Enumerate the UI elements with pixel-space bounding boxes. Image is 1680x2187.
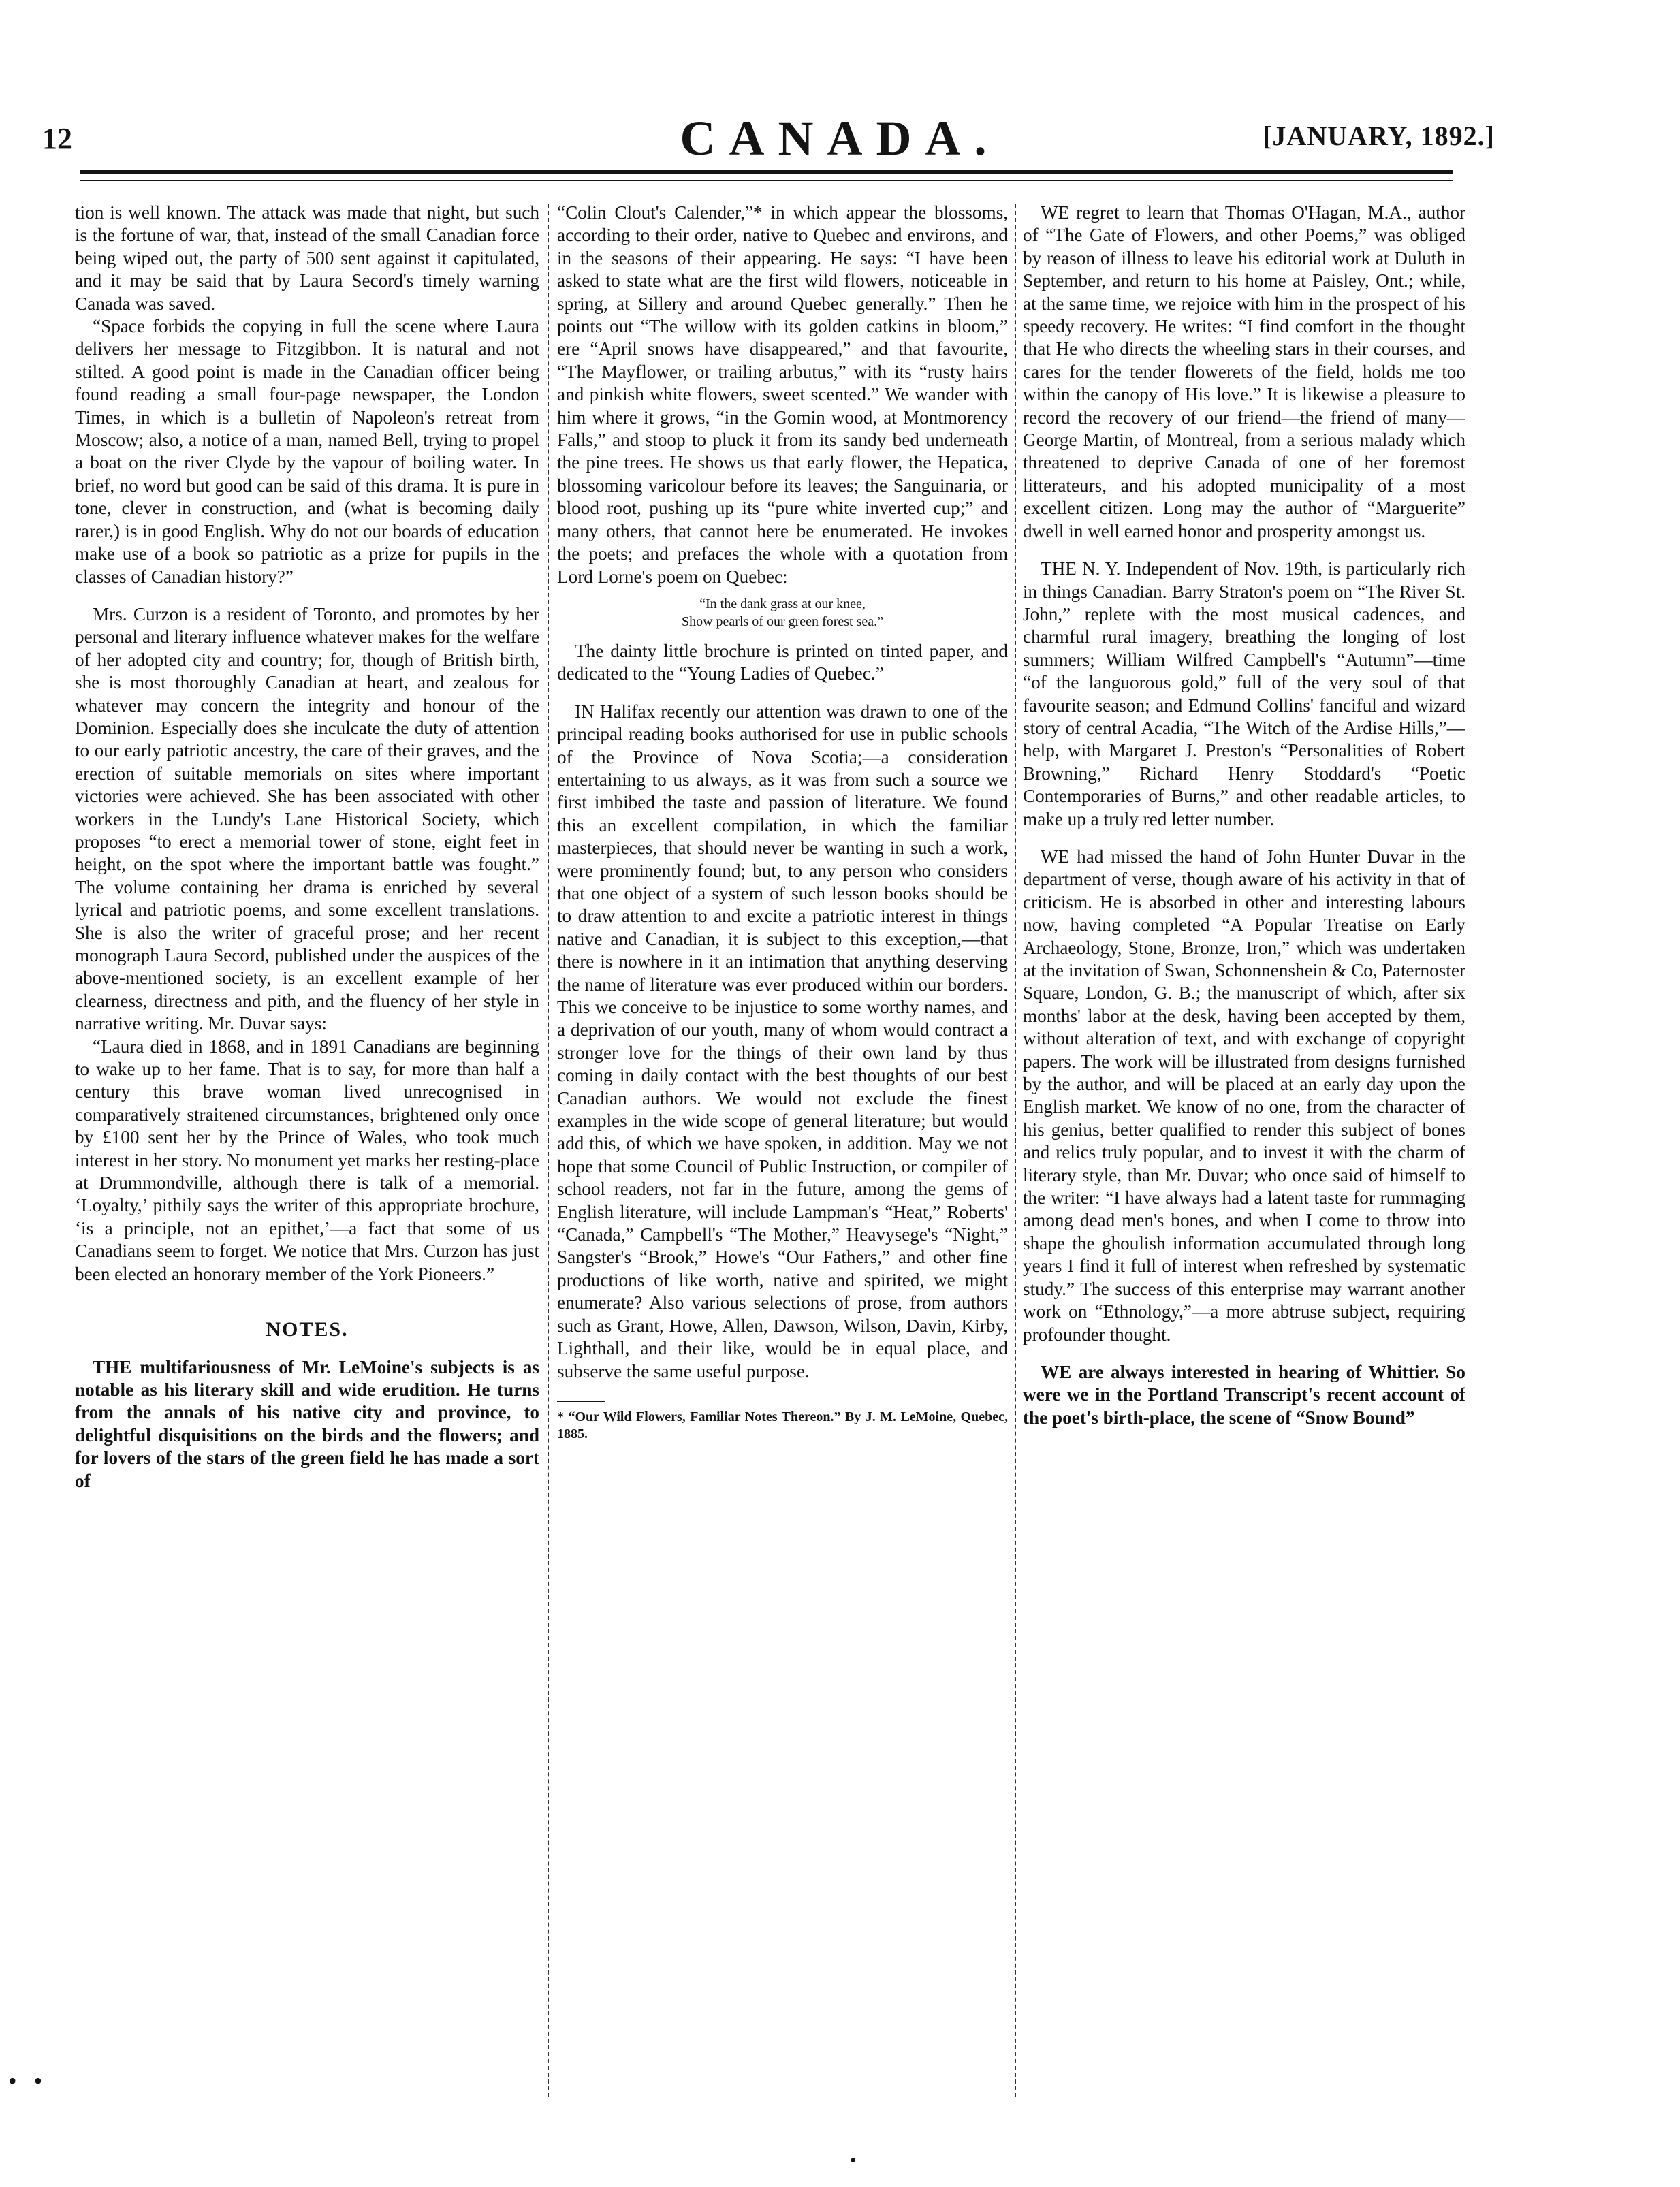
poem-line: Show pearls of our green forest sea.” [681,613,883,629]
footnote-rule [557,1401,605,1402]
column-2 [557,202,1008,2101]
footnote: * “Our Wild Flowers, Familiar Notes Thereon.” By J. M. LeMoine, Quebec, 1885. [557,1409,1008,1441]
paragraph: IN Halifax recently our attention was drawn to one of the principal reading books authorised for use in public schools of the Province of Nova Scotia;—a consideration entertaining to us always, as it was from such a source we first imbibed the taste and passion of literature. We found this an excellent compilation, in which the familiar masterpieces, that should never be wanting in such a work, were prominently found; but, to any person who considers that one object of a system of such lesson books should be to draw attention to and excite a patriotic interest in things native and Canadian, it is subject to this exception,—that there is nowhere in it an intimation that anything deserving the name of literature was ever produced within our borders. This we conceive to be injustice to some worthy names, and a deprivation of our youth, many of whom would contract a stronger love for the things of their own land by thus coming in daily contact with the best thoughts of our best Canadian authors. We would not exclude the finest examples in the wide scope of general literature; but would add this, of which we have spoken, in addition. May we not hope that some Council of Public Instruction, or compiler of school readers, not far in the future, among the gems of English literature, will include Lampman's “Heat,” Roberts' “Canada,” Campbell's “The Mother,” Heavysege's “Night,” Sangster's “Brook,” Howe's “Our Fathers,” and other fine productions of like worth, native and spirited, we might enumerate? Also various selections of prose, from authors such as Grant, Howe, Allen, Dawson, Wilson, Davin, Kirby, Lighthall, and their like, would be in equal place, and subserve the same useful purpose. [557,701,1008,1382]
column-divider-1 [548,204,549,2097]
paragraph: tion is well known. The attack was made that night, but such is the fortune of war, that, instead of the small Canadian force being wiped out, the party of 500 sent against it capitulated, and it may be said that by Laura Secord's timely warning Canada was saved. [75,202,539,314]
paragraph: The dainty little brochure is printed on tinted paper, and dedicated to the “Young Ladies of Quebec.” [557,640,1008,684]
paragraph: WE are always interested in hearing of Whittier. So were we in the Portland Transcript's recent account of the poet's birth-place, the scene of “Snow Bound” [1023,1361,1465,1428]
paragraph: THE N. Y. Independent of Nov. 19th, is particularly rich in things Canadian. Barry Straton's poem on “The River St. John,” replete with the most musical cadences, and charmful rural imagery, breathing the longing of lost summers; William Wilfred Campbell's “Autumn”—time “of the languorous gold,” full of the very soul of that favourite season; and Edmund Collins' fanciful and wizard story of central Acadia, “The Witch of the Ardise Hills,”—help, with Margaret J. Preston's “Personalities of Robert Browning,” Richard Henry Stoddard's “Poetic Contemporaries of Burns,” and other readable articles, to make up a truly red letter number. [1023,558,1465,829]
issue-date: [JANUARY, 1892.] [1263,121,1495,151]
paragraph: “Space forbids the copying in full the scene where Laura delivers her message to Fitzgibbon. It is natural and not stilted. A good point is made in the Canadian officer being found reading a small four-page newspaper, the London Times, in which is a bulletin of Napoleon's retreat from Moscow; also, a notice of a man, named Bell, trying to propel a boat on the river Clyde by the vapour of boiling water. In brief, no word but good can be said of this drama. It is pure in tone, clever in construction, and (what is becoming daily rarer,) is in good English. Why do not our boards of education make use of a book so patriotic as a prize for pupils in the classes of Canadian history?” [75,316,539,587]
paragraph: THE multifariousness of Mr. LeMoine's subjects is as notable as his literary skill and wide erudition. He turns from the annals of his native city and province, to delightful disquisitions on the birds and the flowers; and for lovers of the stars of the green field he has made a sort of [75,1356,539,1491]
column-divider-2 [1015,204,1016,2097]
poem-quote [557,595,1008,630]
paragraph: “Colin Clout's Calender,”* in which appear the blossoms, according to their order, native to Quebec and environs, and in the seasons of their appearing. He says: “I have been asked to state what are the first wild flowers, noticeable in spring, at Sillery and around Quebec generally.” Then he points out “The willow with its golden catkins in bloom,” ere “April snows have disappeared,” and that favourite, “The Mayflower, or trailing arbutus,” with its “rusty hairs and pinkish white flowers, sweet scented.” We wander with him where it grows, “in the Gomin wood, at Montmorency Falls,” and stoop to pluck it from its sandy bed underneath the pine trees. He shows us that early flower, the Hepatica, blossoming varicolour before its leaves; the Sanguinaria, or blood root, pushing up its “pure white inverted cup;” and many others, that cannot here be enumerated. He invokes the poets; and prefaces the whole with a quotation from Lord Lorne's poem on Quebec: [557,202,1008,587]
header-rule-thin [80,180,1453,181]
paragraph: WE regret to learn that Thomas O'Hagan, M.A., author of “The Gate of Flowers, and other Poems,” was obliged by reason of illness to leave his editorial work at Duluth in September, and return to his home at Paisley, Ont.; while, at the same time, we rejoice with him in the prospect of his speedy recovery. He writes: “I find comfort in the thought that He who directs the wheeling stars in their courses, and cares for the tender flowerets of the field, holds me too within the canopy of His love.” It is likewise a pleasure to record the recovery of our friend—the friend of many—George Martin, of Montreal, from a serious malady which threatened to deprive Canada of one of her foremost litterateurs, and his adopted municipality of a most excellent citizen. Long may the author of “Marguerite” dwell in well earned honor and prosperity amongst us. [1023,202,1465,541]
paragraph: Mrs. Curzon is a resident of Toronto, and promotes by her personal and literary influence whatever makes for the welfare of her adopted city and country; for, though of British birth, she is most thoroughly Canadian at heart, and zealous for whatever may concern the integrity and honour of the Dominion. Especially does she inculcate the duty of attention to our early patriotic ancestry, the care of their graves, and the erection of suitable memorials on sites where important victories were achieved. She has been associated with other workers in the Lundy's Lane Historical Society, which proposes “to erect a memorial tower of stone, eight feet in height, on the spot where the important battle was fought.” The volume containing her drama is enriched by several lyrical and patriotic poems, and some excellent translations. She is also the writer of graceful prose; and her recent monograph Laura Secord, published under the auspices of the above-mentioned society, is an excellent example of her clearness, directness and pith, and the fluency of her style in narrative writing. Mr. Duvar says: [75,603,539,1034]
header-rule-thick [80,170,1453,174]
paragraph: WE had missed the hand of John Hunter Duvar in the department of verse, though aware of his activity in that of criticism. He is absorbed in other and interesting labours now, having completed “A Popular Treatise on Early Archaeology, Stone, Bronze, Iron,” which was undertaken at the invitation of Swan, Schonnenshein & Co, Paternoster Square, London, G. B.; the manuscript of which, after six months' labor at the desk, having been accepted by them, without alteration of text, and with exchange of copyright papers. The work will be illustrated from designs furnished by the author, and will be placed at an early day upon the English market. We know of no one, from the character of his genius, better qualified to render this subject of bones and relics truly popular, and to invest it with the charm of literary style, than Mr. Duvar; who once said of himself to the writer: “I have always had a latent taste for rummaging among dead men's bones, and when I come to throw into shape the ghoulish information accumulated through long years I find it full of interest when refreshed by systematic study.” The success of this enterprise may warrant another work on “Ethnology,”—a more abtruse subject, requiring profounder thought. [1023,846,1465,1345]
ink-speck: • [850,2150,857,2171]
ink-specks: • • [8,2067,48,2094]
notes-heading: NOTES. [266,1318,349,1341]
masthead-title: CANADA. [680,111,1000,165]
page-number: 12 [42,122,72,155]
paragraph: “Laura died in 1868, and in 1891 Canadians are beginning to wake up to her fame. That is to say, for more than half a century this brave woman lived unrecognised in comparatively straitened circumstances, brightened only once by £100 sent her by the Prince of Wales, who took much interest in her story. No monument yet marks her resting-place at Drummondville, although there is talk of a memorial. ‘Loyalty,’ pithily says the writer of this appropriate brochure, ‘is a principle, not an epithet,’—a fact that some of us Canadians seem to forget. We notice that Mrs. Curzon has just been elected an honorary member of the York Pioneers.” [75,1036,539,1284]
column-1 [75,202,539,2101]
column-3 [1023,202,1465,2101]
poem-line: “In the dank grass at our knee, [699,596,866,611]
